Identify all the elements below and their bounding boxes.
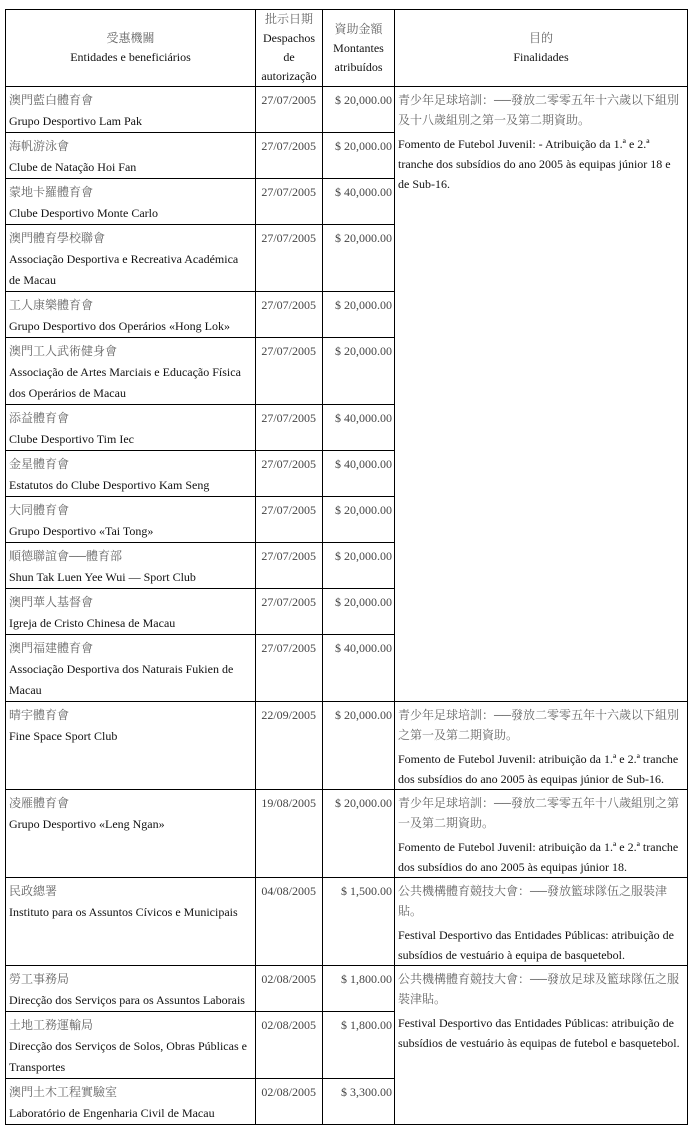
entity-cell [6,87,256,133]
purpose-cell [395,702,688,790]
header-amount [323,10,395,87]
header-purpose [395,10,688,87]
entity-cell [6,451,256,497]
purpose-zh: 青少年足球培訓：──發放二零零五年十六歲以下組別及十八歲組別之第一及第二期資助。 [398,93,680,127]
table-row [6,87,688,133]
header-entity-pt: Entidades e beneficiários [70,50,191,64]
entity-zh: 凌雁體育會 [9,796,70,810]
header-amount-zh: 資助金額 [334,21,383,36]
entity-pt: Clube Desportivo Tim Iec [9,432,134,446]
date-cell: 27/07/2005 [256,292,323,338]
entity-cell [6,497,256,543]
date-cell: 27/07/2005 [256,405,323,451]
entity-cell [6,338,256,405]
entity-zh: 大同體育會 [9,503,70,517]
entity-zh: 土地工務運輸局 [9,1018,94,1032]
purpose-pt: Fomento de Futebol Juvenil: atribuição da 1.ª e 2.ª tranche dos subsídios do ano 2005 às equipas júnior 18. [398,840,679,874]
date-cell: 27/07/2005 [256,338,323,405]
entity-zh: 工人康樂體育會 [9,298,94,312]
date-cell: 27/07/2005 [256,133,323,179]
entity-cell [6,1012,256,1079]
entity-pt: Grupo Desportivo «Leng Ngan» [9,817,165,831]
entity-zh: 澳門土木工程實驗室 [9,1085,118,1099]
entity-cell [6,543,256,589]
purpose-cell [395,87,688,702]
purpose-cell [395,790,688,878]
entity-zh: 順德聯誼會──體育部 [9,549,123,563]
date-cell: 27/07/2005 [256,87,323,133]
entity-cell [6,635,256,702]
date-cell: 02/08/2005 [256,1012,323,1079]
purpose-cell [395,966,688,1125]
date-cell: 02/08/2005 [256,1079,323,1125]
entity-zh: 澳門福建體育會 [9,641,94,655]
entity-cell [6,133,256,179]
entity-cell [6,179,256,225]
entity-pt: Shun Tak Luen Yee Wui — Sport Club [9,570,196,584]
purpose-pt: Festival Desportivo das Entidades Públicas: atribuição de subsídios de vestuário às equipas de futebol e basquetebol. [398,1016,680,1050]
amount-cell: $ 40,000.00 [323,451,395,497]
table-row [6,790,688,878]
date-cell: 27/07/2005 [256,497,323,543]
date-cell: 27/07/2005 [256,179,323,225]
entity-zh: 蒙地卡羅體育會 [9,185,94,199]
header-amount-pt2: atribuídos [334,59,383,74]
purpose-pt: Fomento de Futebol Juvenil: - Atribuição da 1.ª e 2.ª tranche dos subsídios do ano 2005 às equipas júnior 18 e de Sub-16. [398,137,671,191]
amount-cell: $ 20,000.00 [323,133,395,179]
header-date-pt1: Despachos de [263,31,315,64]
entity-zh: 晴宇體育會 [9,708,70,722]
entity-cell [6,702,256,790]
purpose-pt: Fomento de Futebol Juvenil: atribuição da 1.ª e 2.ª tranche dos subsídios do ano 2005 às equipas júnior de Sub-16. [398,752,679,786]
entity-zh: 民政總署 [9,884,58,898]
entity-pt: Clube Desportivo Monte Carlo [9,206,158,220]
entity-pt: Grupo Desportivo dos Operários «Hong Lok» [9,319,230,333]
date-cell: 19/08/2005 [256,790,323,878]
entity-pt: Grupo Desportivo Lam Pak [9,114,142,128]
amount-cell: $ 40,000.00 [323,405,395,451]
header-entity [6,10,256,87]
date-cell: 27/07/2005 [256,543,323,589]
amount-cell: $ 20,000.00 [323,338,395,405]
table-row [6,878,688,966]
entity-zh: 海帆游泳會 [9,139,70,153]
purpose-zh: 青少年足球培訓：──發放二零零五年十八歲組別之第一及第二期資助。 [398,796,680,830]
entity-zh: 金星體育會 [9,457,70,471]
entity-zh: 澳門華人基督會 [9,595,94,609]
entity-pt: Associação Desportiva dos Naturais Fukien de Macau [9,662,234,697]
purpose-zh: 公共機構體育競技大會：──發放足球及籃球隊伍之服裝津貼。 [398,972,680,1006]
entity-pt: Fine Space Sport Club [9,729,118,743]
entity-cell [6,878,256,966]
entity-pt: Grupo Desportivo «Tai Tong» [9,524,154,538]
date-cell: 27/07/2005 [256,451,323,497]
entity-cell [6,790,256,878]
amount-cell: $ 20,000.00 [323,497,395,543]
date-cell: 22/09/2005 [256,702,323,790]
amount-cell: $ 1,800.00 [323,1012,395,1079]
amount-cell: $ 40,000.00 [323,635,395,702]
entity-cell [6,1079,256,1125]
amount-cell: $ 20,000.00 [323,225,395,292]
entity-pt: Clube de Natação Hoi Fan [9,160,137,174]
header-purpose-zh: 目的 [528,31,553,45]
entity-zh: 澳門體育學校聯會 [9,231,106,245]
purpose-cell [395,878,688,966]
entity-pt: Instituto para os Assuntos Cívicos e Municipais [9,905,238,919]
entity-zh: 澳門工人武術健身會 [9,344,118,358]
date-cell: 27/07/2005 [256,589,323,635]
entity-cell [6,405,256,451]
amount-cell: $ 20,000.00 [323,790,395,878]
entity-cell [6,292,256,338]
amount-cell: $ 20,000.00 [323,702,395,790]
entity-cell [6,966,256,1012]
date-cell: 27/07/2005 [256,635,323,702]
entity-pt: Associação Desportiva e Recreativa Académica de Macau [9,252,239,287]
amount-cell: $ 1,500.00 [323,878,395,966]
amount-cell: $ 20,000.00 [323,292,395,338]
amount-cell: $ 1,800.00 [323,966,395,1012]
header-purpose-pt: Finalidades [513,50,569,64]
subsidy-table [5,9,688,1125]
amount-cell: $ 20,000.00 [323,87,395,133]
entity-pt: Direcção dos Serviços de Solos, Obras Públicas e Transportes [9,1039,247,1074]
entity-pt: Direcção dos Serviços para os Assuntos Laborais [9,993,245,1007]
entity-zh: 勞工事務局 [9,972,70,986]
header-entity-zh: 受惠機關 [106,31,155,45]
entity-zh: 澳門藍白體育會 [9,93,94,107]
table-row [6,966,688,1012]
header-amount-pt1: Montantes [333,40,384,55]
entity-pt: Igreja de Cristo Chinesa de Macau [9,616,176,630]
purpose-zh: 青少年足球培訓：──發放二零零五年十六歲以下組別之第一及第二期資助。 [398,708,680,742]
amount-cell: $ 40,000.00 [323,179,395,225]
amount-cell: $ 3,300.00 [323,1079,395,1125]
date-cell: 02/08/2005 [256,966,323,1012]
entity-pt: Laboratório de Engenharia Civil de Macau [9,1106,215,1120]
entity-zh: 添益體育會 [9,411,70,425]
purpose-pt: Festival Desportivo das Entidades Públicas: atribuição de subsídios de vestuário à equipa de basquetebol. [398,928,674,962]
entity-pt: Estatutos do Clube Desportivo Kam Seng [9,478,210,492]
amount-cell: $ 20,000.00 [323,543,395,589]
entity-cell [6,589,256,635]
table-row [6,702,688,790]
entity-cell [6,225,256,292]
date-cell: 27/07/2005 [256,225,323,292]
entity-pt: Associação de Artes Marciais e Educação Física dos Operários de Macau [9,365,241,400]
amount-cell: $ 20,000.00 [323,589,395,635]
header-date-pt2: autorização [261,69,317,83]
date-cell: 04/08/2005 [256,878,323,966]
table-header [6,10,688,87]
purpose-zh: 公共機構體育競技大會：──發放籃球隊伍之服裝津貼。 [398,884,668,918]
header-date [256,10,323,87]
header-date-zh: 批示日期 [264,12,313,26]
